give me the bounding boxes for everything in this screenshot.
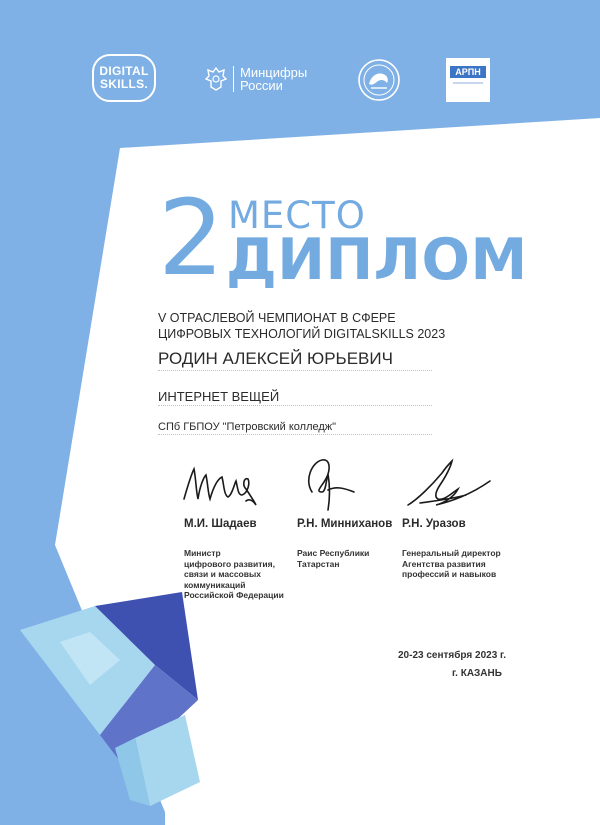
- digital-skills-logo: [92, 54, 156, 102]
- signatory-3-role-line: профессий и навыков: [402, 569, 497, 579]
- place-number: 2: [158, 177, 225, 299]
- signature-shadaev-icon: [178, 455, 268, 510]
- signature-urazov-icon: [400, 455, 495, 515]
- arpn-logo-text: АРПН: [450, 66, 486, 78]
- participant-name: РОДИН АЛЕКСЕЙ ЮРЬЕВИЧ: [158, 349, 428, 369]
- arpn-logo: [446, 58, 490, 102]
- signatory-3-role-line: Генеральный директор: [402, 548, 501, 558]
- signatory-3-name: Р.Н. Уразов: [402, 518, 466, 530]
- signatory-2-role-line: Раис Республики: [297, 548, 370, 558]
- signatory-1-role-line: цифрового развития,: [184, 558, 275, 569]
- championship-line1: V ОТРАСЛЕВОЙ ЧЕМПИОНАТ В СФЕРЕ: [158, 311, 396, 325]
- signature-shadaev: [178, 455, 268, 510]
- signatory-2-role: [297, 548, 369, 569]
- championship-line2: ЦИФРОВЫХ ТЕХНОЛОГИЙ DIGITALSKILLS 2023: [158, 327, 446, 341]
- event-dates: 20-23 сентября 2023 г.: [398, 650, 506, 661]
- signatory-1-role-line: Российской Федерации: [184, 590, 284, 600]
- mincifry-logo-line1: Минцифры: [240, 65, 308, 80]
- logo-row: [0, 52, 600, 112]
- championship-title: [158, 310, 445, 342]
- signature-urazov: [400, 455, 495, 515]
- arpn-logo-underline: [453, 82, 483, 84]
- organization-name: СПб ГБПОУ "Петровский колледж": [158, 421, 428, 433]
- digital-skills-logo-line1: DIGITAL: [99, 64, 149, 78]
- cube-decoration: [20, 592, 200, 806]
- signatory-1-role: [184, 548, 284, 601]
- signatory-3-role-line: Агентства развития: [402, 558, 486, 569]
- signatory-2-name: Р.Н. Минниханов: [297, 518, 393, 530]
- signatory-1-role-line: Министр: [184, 548, 221, 558]
- signatory-3-role: [402, 548, 501, 580]
- diploma-title: ДИПЛОМ: [226, 227, 528, 293]
- signatory-1-role-line: связи и массовых: [184, 569, 261, 579]
- competency-name: ИНТЕРНЕТ ВЕЩЕЙ: [158, 389, 428, 404]
- place-word: МЕСТО: [228, 194, 366, 237]
- event-city: г. КАЗАНЬ: [452, 668, 502, 679]
- signatory-1-name: М.И. Шадаев: [184, 518, 257, 530]
- tatarstan-emblem-icon: [357, 58, 401, 102]
- mincifry-logo: [205, 64, 307, 94]
- signatory-2-role-line: Татарстан: [297, 558, 340, 569]
- mincifry-logo-line2: России: [240, 78, 283, 93]
- digital-skills-logo-line2: SKILLS.: [99, 77, 149, 91]
- signature-minnikhanov: [296, 452, 366, 514]
- signatory-1-role-line: коммуникаций: [184, 579, 246, 590]
- signature-minnikhanov-icon: [296, 452, 366, 514]
- eagle-emblem-icon: [205, 66, 227, 92]
